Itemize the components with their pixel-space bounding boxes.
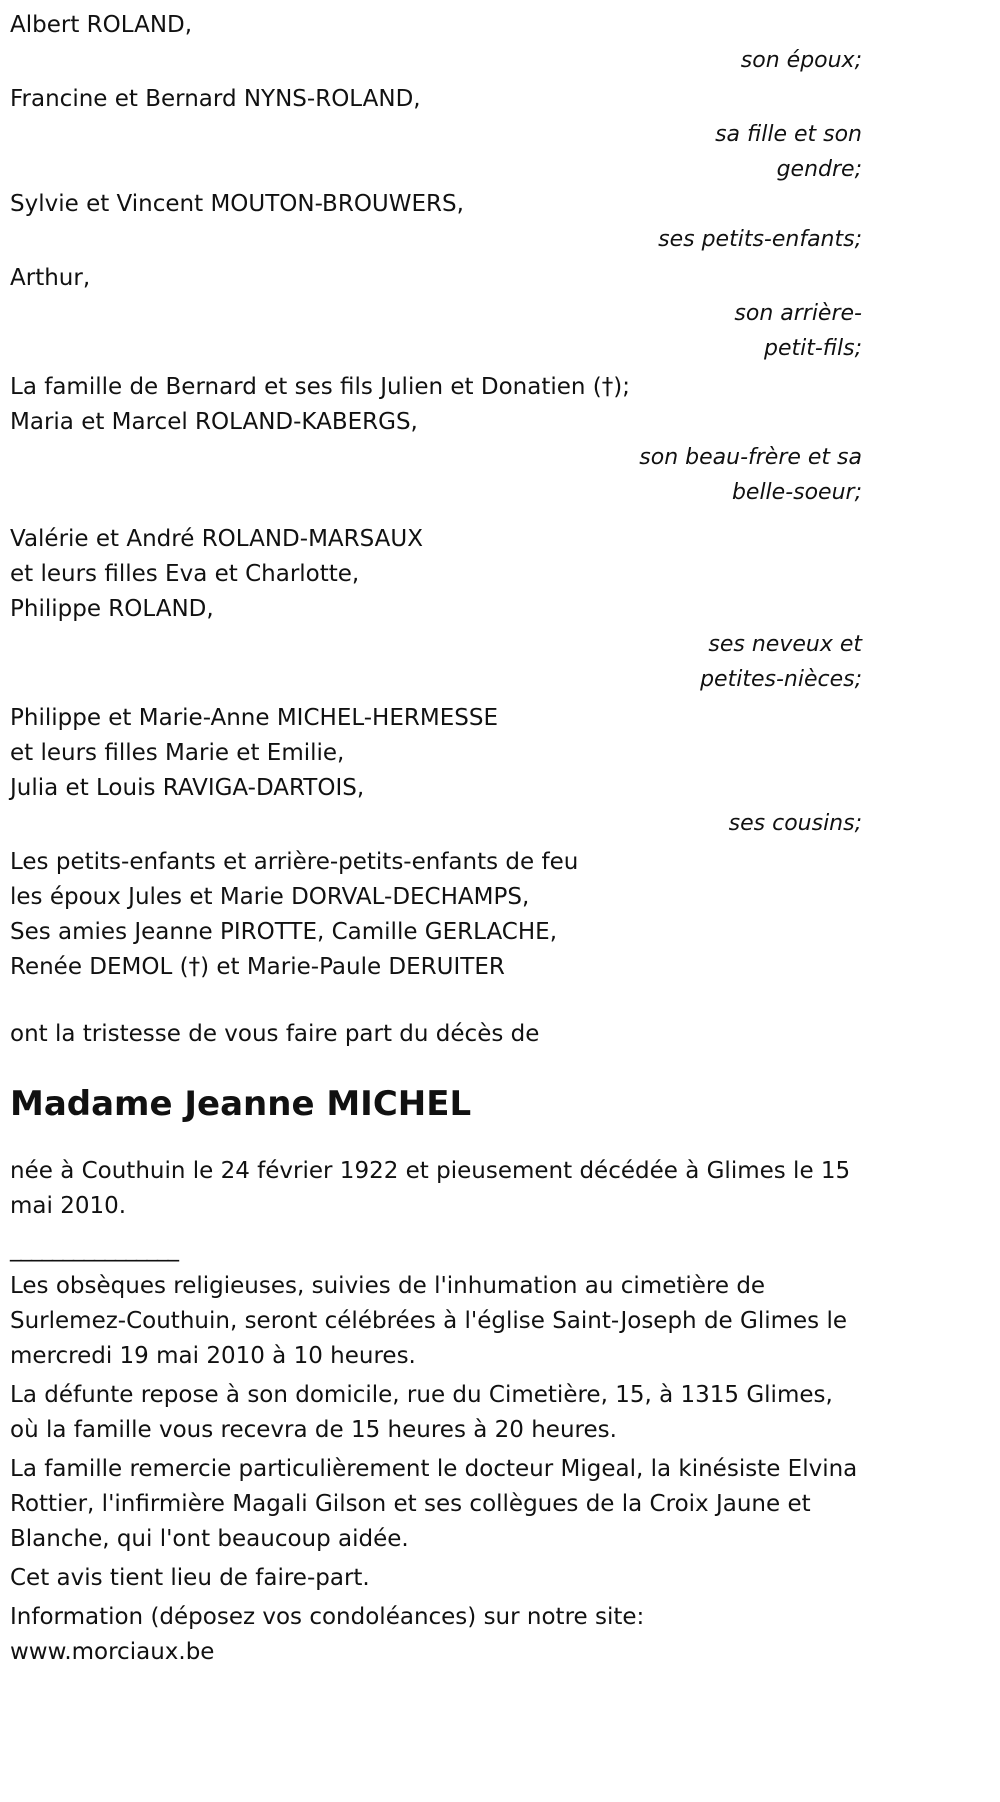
role-grandchildren: ses petits-enfants; bbox=[658, 227, 862, 252]
role-in-laws: son beau-frère et sa belle-soeur; bbox=[639, 445, 862, 505]
announcement-intro: ont la tristesse de vous faire part du décès de bbox=[10, 1021, 540, 1047]
family-member-valerie: Valérie et André ROLAND-MARSAUX bbox=[10, 526, 423, 552]
family-member-albert: Albert ROLAND, bbox=[10, 12, 193, 38]
family-member-philippe-marie-daughters: et leurs filles Marie et Emilie, bbox=[10, 740, 345, 766]
visitation-details: La défunte repose à son domicile, rue du Cimetière, 15, à 1315 Glimes, où la famille vous recevra de 15 heures à 20 heures. bbox=[10, 1382, 833, 1443]
role-nephews: ses neveux et petites-nièces; bbox=[700, 632, 862, 692]
family-member-arthur: Arthur, bbox=[10, 265, 91, 291]
thanks-text: La famille remercie particulièrement le docteur Migeal, la kinésiste Elvina Rottier, l'infirmière Magali Gilson et ses collègues de la Croix Jaune et Blanche, qui l'ont beaucoup aidée. bbox=[10, 1456, 858, 1552]
deceased-name: Madame Jeanne MICHEL bbox=[10, 1084, 472, 1124]
role-cousins: ses cousins; bbox=[728, 811, 862, 836]
role-spouse: son époux; bbox=[740, 48, 862, 73]
family-member-philippe: Philippe ROLAND, bbox=[10, 596, 214, 622]
family-member-julia: Julia et Louis RAVIGA-DARTOIS, bbox=[10, 775, 365, 801]
family-grandchildren-line-1: Les petits-enfants et arrière-petits-enfants de feu bbox=[10, 849, 579, 875]
friends-line-2: Renée DEMOL (†) et Marie-Paule DERUITER bbox=[10, 954, 505, 980]
family-list bbox=[10, 8, 865, 985]
separator-line: ________________ bbox=[10, 1236, 178, 1262]
family-member-philippe-marie: Philippe et Marie-Anne MICHEL-HERMESSE bbox=[10, 705, 498, 731]
notice-text: Cet avis tient lieu de faire-part. bbox=[10, 1565, 370, 1591]
role-daughter: sa fille et son gendre; bbox=[715, 122, 862, 182]
family-member-sylvie: Sylvie et Vincent MOUTON-BROUWERS, bbox=[10, 191, 464, 217]
family-member-valerie-daughters: et leurs filles Eva et Charlotte, bbox=[10, 561, 360, 587]
family-member-francine: Francine et Bernard NYNS-ROLAND, bbox=[10, 86, 421, 112]
family-member-bernard-family: La famille de Bernard et ses fils Julien et Donatien (†); bbox=[10, 374, 630, 400]
website-link[interactable]: www.morciaux.be bbox=[10, 1639, 215, 1665]
family-grandchildren-line-2: les époux Jules et Marie DORVAL-DECHAMPS, bbox=[10, 884, 530, 910]
birth-death-text: née à Couthuin le 24 février 1922 et pieusement décédée à Glimes le 15 mai 2010. bbox=[10, 1158, 851, 1219]
role-great-grandson: son arrière-petit-fils; bbox=[734, 301, 862, 361]
funeral-details: Les obsèques religieuses, suivies de l'inhumation au cimetière de Surlemez-Couthuin, seront célébrées à l'église Saint-Joseph de Glimes le mercredi 19 mai 2010 à 10 heures. bbox=[10, 1273, 847, 1369]
friends-line-1: Ses amies Jeanne PIROTTE, Camille GERLACHE, bbox=[10, 919, 558, 945]
info-text: Information (déposez vos condoléances) sur notre site: bbox=[10, 1604, 645, 1630]
family-member-maria: Maria et Marcel ROLAND-KABERGS, bbox=[10, 409, 418, 435]
